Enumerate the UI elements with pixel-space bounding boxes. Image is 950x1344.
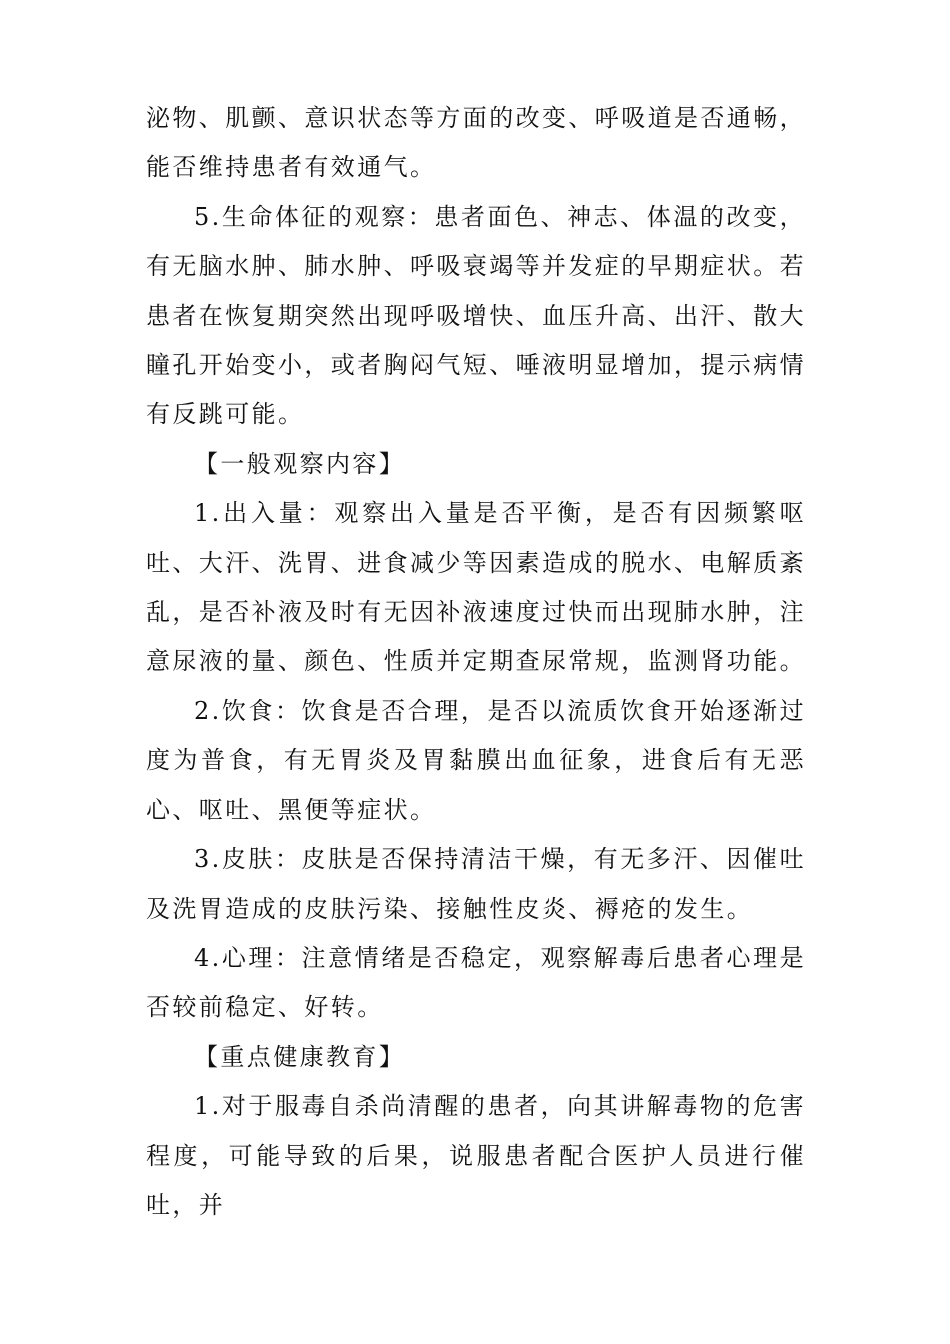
paragraph-diet: 2.饮食：饮食是否合理，是否以流质饮食开始逐渐过度为普食，有无胃炎及胃黏膜出血征象，进食后有无恶心、呕吐、黑便等症状。 [146,696,806,824]
paragraph-continuation: 泌物、肌颤、意识状态等方面的改变、呼吸道是否通畅，能否维持患者有效通气。 [146,104,806,182]
paragraph-intake-output: 1.出入量：观察出入量是否平衡，是否有因频繁呕吐、大汗、洗胃、进食减少等因素造成的脱水、电解质紊乱，是否补液及时有无因补液速度过快而出现肺水肿，注意尿液的量、颜色、性质并定期查尿常规，监测肾功能。 [146,499,806,676]
section-heading-health-education: 【重点健康教育】 [194,1042,406,1071]
paragraph-psychology: 4.心理：注意情绪是否稳定，观察解毒后患者心理是否较前稳定、好转。 [146,943,806,1022]
section-heading-general-observation: 【一般观察内容】 [194,449,406,478]
document-body [146,94,806,1230]
paragraph-skin: 3.皮肤：皮肤是否保持清洁干燥，有无多汗、因催吐及洗胃造成的皮肤污染、接触性皮炎、褥疮的发生。 [146,845,806,923]
paragraph-education-1: 1.对于服毒自杀尚清醒的患者，向其讲解毒物的危害程度，可能导致的后果，说服患者配合医护人员进行催吐，并 [146,1092,806,1219]
paragraph-vital-signs: 5.生命体征的观察：患者面色、神志、体温的改变，有无脑水肿、肺水肿、呼吸衰竭等并发症的早期症状。若患者在恢复期突然出现呼吸增快、血压升高、出汗、散大瞳孔开始变小，或者胸闷气短、唾液明显增加，提示病情有反跳可能。 [146,202,806,429]
